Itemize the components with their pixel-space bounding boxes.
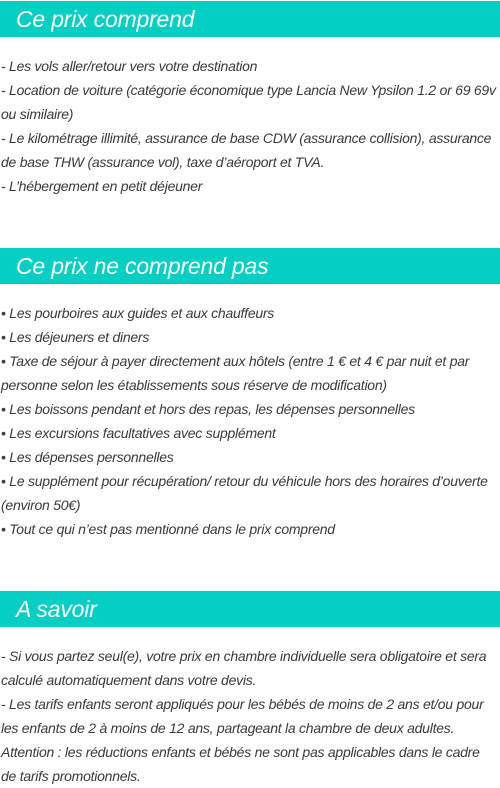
section-body-not-included [0,301,500,541]
list-item: • Les boissons pendant et hors des repas, les dépenses personnelles [1,401,415,417]
list-item: • Les dépenses personnelles [1,449,174,465]
list-item: • Taxe de séjour à payer directement aux hôtels (entre 1 € et 4 € par nuit et par personne selon les établissements sous réserve de modification) [1,353,470,393]
list-item: • Tout ce qui n’est pas mentionné dans le prix comprend [1,521,335,537]
list-item: - Les vols aller/retour vers votre destination [1,58,258,74]
section-title-included: Ce prix comprend [16,6,195,32]
list-item: • Les excursions facultatives avec supplément [1,425,276,441]
list-item: - Les tarifs enfants seront appliqués pour les bébés de moins de 2 ans et/ou pour les enfants de 2 à moins de 12 ans, partageant la chambre de deux adultes. [1,696,484,736]
list-item: Attention : les réductions enfants et bébés ne sont pas applicables dans le cadre de tarifs promotionnels. [1,744,480,784]
list-item: - Location de voiture (catégorie économique type Lancia New Ypsilon 1.2 or 69 69v ou similaire) [1,82,496,122]
list-item: • Les pourboires aux guides et aux chauffeurs [1,305,275,321]
list-item: - L’hébergement en petit déjeuner [1,178,203,194]
section-header-included [0,1,500,37]
section-title-good-to-know: A savoir [16,596,97,622]
section-header-not-included [0,248,500,284]
list-item: - Si vous partez seul(e), votre prix en chambre individuelle sera obligatoire et sera calculé automatiquement dans votre devis. [1,648,487,688]
section-body-included [0,54,500,198]
section-header-good-to-know [0,591,500,627]
section-title-not-included: Ce prix ne comprend pas [16,253,269,279]
list-item: - Le kilométrage illimité, assurance de base CDW (assurance collision), assurance de base THW (assurance vol), taxe d’aéroport et TVA. [1,130,492,170]
list-item: • Les déjeuners et diners [1,329,150,345]
list-item: • Le supplément pour récupération/ retour du véhicule hors des horaires d’ouverte (environ 50€) [1,473,488,513]
section-body-good-to-know [0,644,500,788]
